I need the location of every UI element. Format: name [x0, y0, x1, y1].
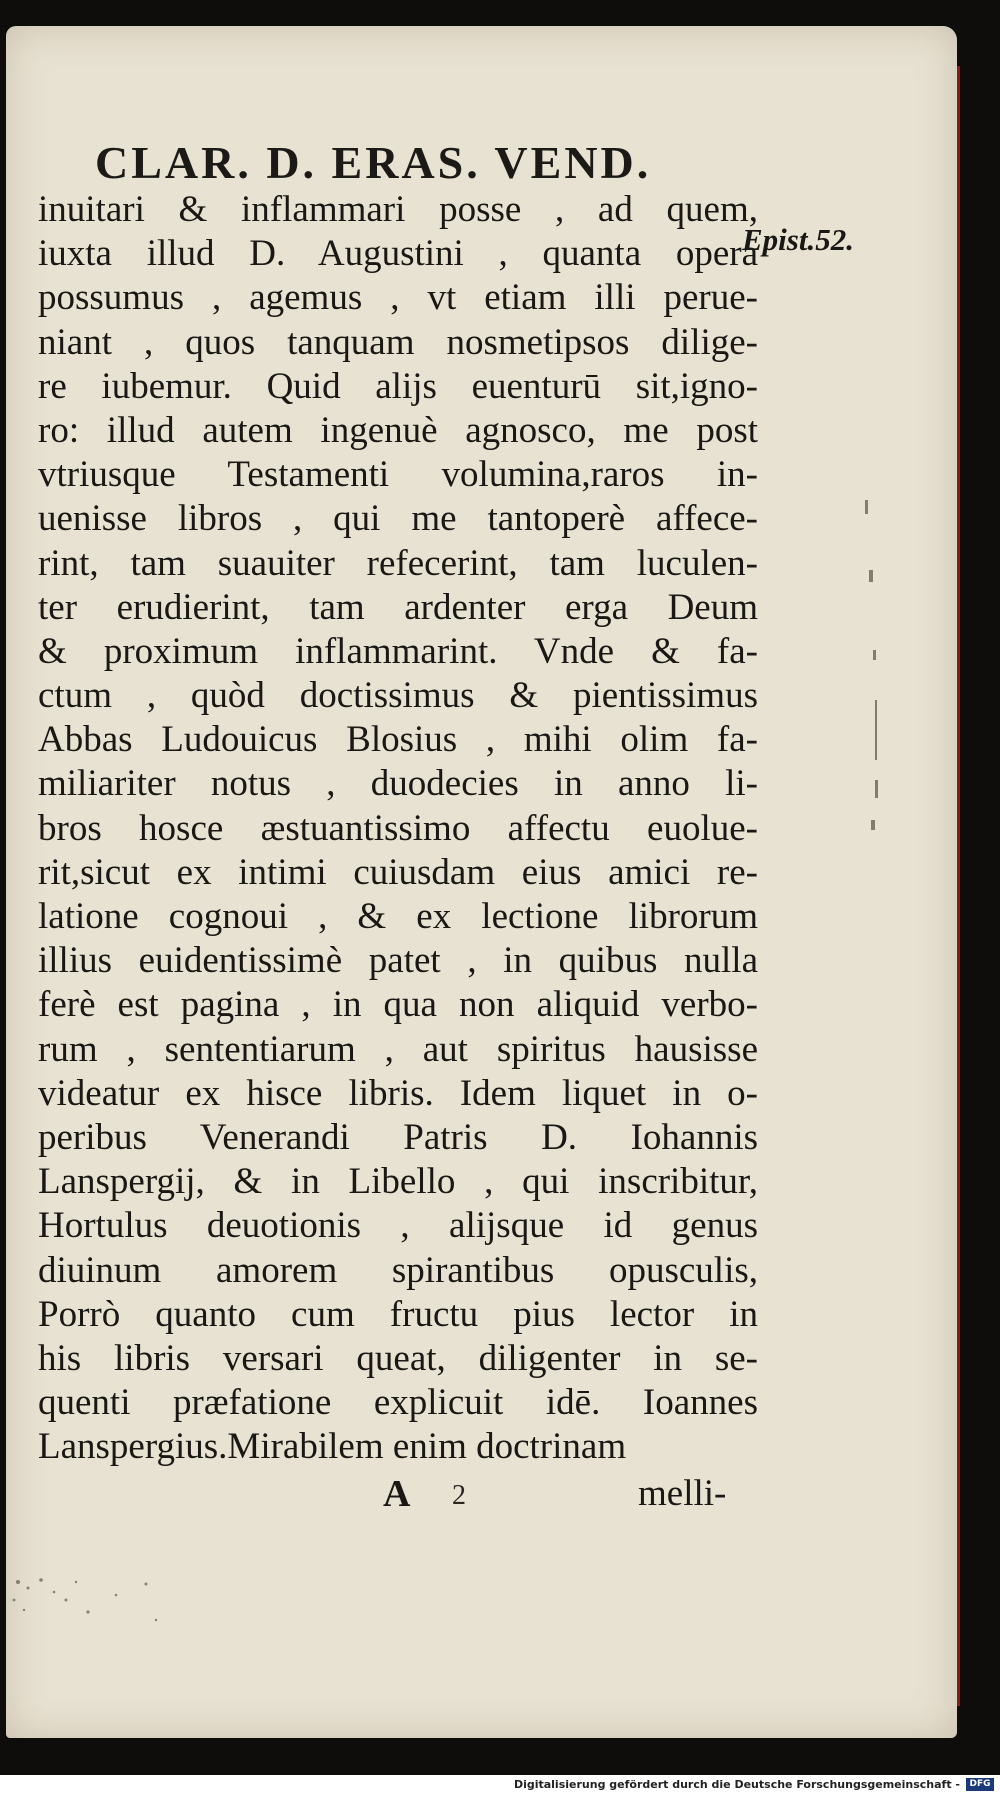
text-line: bros hosce æstuantissimo affectu euolue- [38, 807, 758, 849]
page-stains [6, 1570, 186, 1640]
text-line: possumus , agemus , vt etiam illi perue- [38, 277, 758, 319]
dfg-logo: DFG [966, 1778, 994, 1791]
footer-credit: Digitalisierung gefördert durch die Deutsche Forschungsgemeinschaft - [513, 1778, 960, 1791]
body-text [38, 188, 758, 1469]
text-line: ferè est pagina , in qua non aliquid verbo- [38, 984, 758, 1026]
text-line: Lanspergij, & in Libello , qui inscribitur, [38, 1161, 758, 1203]
text-line: diuinum amorem spirantibus opusculis, [38, 1249, 758, 1291]
text-line: Porrò quanto cum fructu pius lector in [38, 1293, 758, 1335]
text-line: & proximum inflammarint. Vnde & fa- [38, 630, 758, 672]
text-line: ctum , quòd doctissimus & pientissimus [38, 675, 758, 717]
text-line: quenti præfatione explicuit idē. Ioannes [38, 1382, 758, 1424]
text-line: iuxta illud D. Augustini , quanta opera [38, 233, 758, 275]
text-line: Lanspergius.Mirabilem enim doctrinam [38, 1426, 627, 1468]
text-line: vtriusque Testamenti volumina,raros in- [38, 454, 758, 496]
marginal-note: Epist.52. [742, 222, 854, 257]
text-line: ro: illud autem ingenuè agnosco, me post [38, 409, 758, 451]
text-line: ter erudierint, tam ardenter erga Deum [38, 586, 758, 628]
text-line: videatur ex hisce libris. Idem liquet in o- [38, 1072, 758, 1114]
bleed-through-marks [855, 500, 895, 840]
signature-number: 2 [452, 1480, 466, 1511]
text-line: rum , sententiarum , aut spiritus hausisse [38, 1028, 758, 1070]
footer-bar [0, 1775, 1000, 1795]
running-header: CLAR. D. ERAS. VEND. [95, 137, 652, 188]
text-line: uenisse libros , qui me tantoperè affece- [38, 498, 758, 540]
text-line: illius euidentissimè patet , in quibus nulla [38, 940, 758, 982]
signature-mark: A [383, 1473, 411, 1515]
text-line: re iubemur. Quid alijs euenturū sit,igno- [38, 365, 758, 407]
text-line: inuitari & inflammari posse , ad quem, [38, 189, 758, 230]
text-line: latione cognoui , & ex lectione librorum [38, 896, 758, 937]
text-line: rit,sicut ex intimi cuiusdam eius amici re- [38, 851, 758, 893]
text-line: rint, tam suauiter refecerint, tam luculen- [38, 542, 758, 584]
text-line: Abbas Ludouicus Blosius , mihi olim fa- [38, 719, 758, 761]
text-line: niant , quos tanquam nosmetipsos dilige- [38, 321, 758, 363]
page-edge-red [957, 66, 960, 1706]
text-line: peribus Venerandi Patris D. Iohannis [38, 1116, 758, 1158]
text-line: his libris versari queat, diligenter in se- [38, 1337, 758, 1379]
catchword: melli- [638, 1473, 727, 1514]
text-line: Hortulus deuotionis , alijsque id genus [38, 1205, 758, 1247]
text-line: miliariter notus , duodecies in anno li- [38, 763, 758, 805]
